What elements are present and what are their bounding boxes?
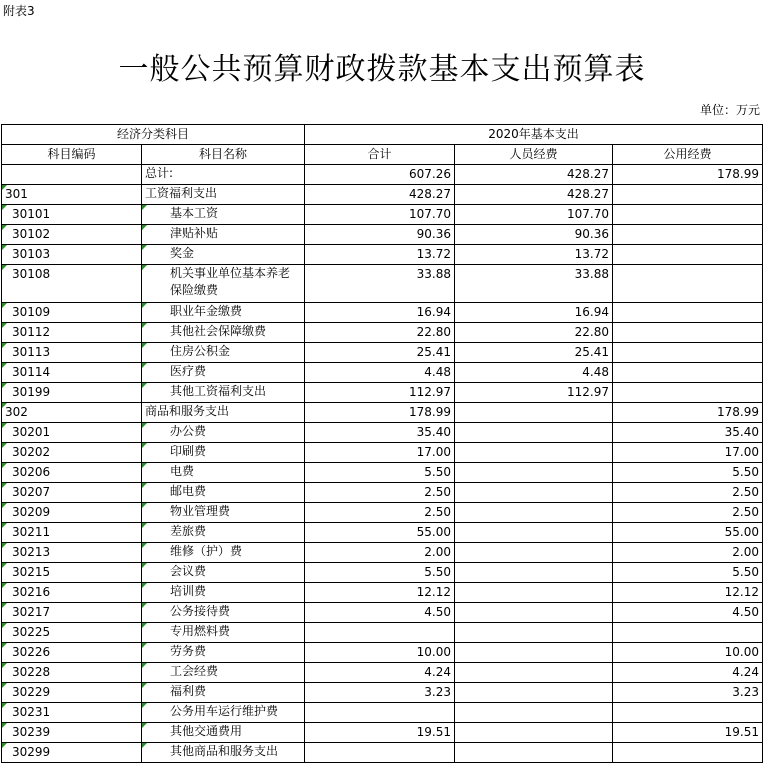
row-name: 办公费 [142,423,305,443]
table-row [2,583,763,603]
row-code: 30229 [2,683,142,703]
header-name: 科目名称 [142,145,305,165]
row-code: 30201 [2,423,142,443]
header-public: 公用经费 [613,145,763,165]
header-economic-category: 经济分类科目 [2,125,305,145]
row-code: 30209 [2,503,142,523]
row-personnel [455,503,613,523]
row-personnel [455,583,613,603]
row-personnel: 428.27 [455,165,613,185]
row-public [613,343,763,363]
table-row [2,363,763,383]
header-column-row [2,145,763,165]
row-total: 10.00 [305,643,455,663]
row-public: 10.00 [613,643,763,663]
row-public: 4.50 [613,603,763,623]
table-row [2,303,763,323]
table-row [2,623,763,643]
table-row [2,543,763,563]
table-row [2,643,763,663]
row-name: 电费 [142,463,305,483]
row-name: 机关事业单位基本养老保险缴费 [142,265,305,303]
row-total: 19.51 [305,723,455,743]
table-body [2,165,763,763]
row-code: 30217 [2,603,142,623]
row-code: 30109 [2,303,142,323]
row-personnel: 90.36 [455,225,613,245]
row-code: 30215 [2,563,142,583]
row-public: 12.12 [613,583,763,603]
table-row [2,423,763,443]
row-total: 90.36 [305,225,455,245]
row-personnel [455,603,613,623]
table-row [2,265,763,303]
row-personnel [455,723,613,743]
row-code: 301 [2,185,142,205]
row-personnel: 107.70 [455,205,613,225]
row-personnel [455,703,613,723]
row-code: 30102 [2,225,142,245]
row-personnel: 22.80 [455,323,613,343]
row-name: 其他工资福利支出 [142,383,305,403]
table-row [2,703,763,723]
row-public: 3.23 [613,683,763,703]
row-code: 30103 [2,245,142,265]
table-row [2,743,763,763]
row-personnel [455,663,613,683]
row-personnel [455,643,613,663]
row-public: 17.00 [613,443,763,463]
row-public [613,245,763,265]
row-name: 劳务费 [142,643,305,663]
row-public: 5.50 [613,463,763,483]
table-row [2,403,763,423]
row-personnel [455,403,613,423]
row-name: 医疗费 [142,363,305,383]
row-total: 4.50 [305,603,455,623]
row-public: 4.24 [613,663,763,683]
row-name: 专用燃料费 [142,623,305,643]
row-public: 2.50 [613,483,763,503]
row-personnel: 112.97 [455,383,613,403]
row-personnel [455,483,613,503]
table-row [2,185,763,205]
row-public [613,225,763,245]
row-name: 福利费 [142,683,305,703]
row-code: 30206 [2,463,142,483]
row-total: 2.50 [305,503,455,523]
row-public [613,703,763,723]
row-code: 30101 [2,205,142,225]
row-name: 工资福利支出 [142,185,305,205]
row-public: 178.99 [613,165,763,185]
row-name: 其他交通费用 [142,723,305,743]
row-total: 55.00 [305,523,455,543]
row-name: 其他商品和服务支出 [142,743,305,763]
row-personnel: 16.94 [455,303,613,323]
table-row [2,483,763,503]
row-total: 4.48 [305,363,455,383]
header-basic-expenditure: 2020年基本支出 [305,125,763,145]
row-code: 30112 [2,323,142,343]
row-name: 其他社会保障缴费 [142,323,305,343]
row-code: 30299 [2,743,142,763]
table-row [2,165,763,185]
budget-table [1,124,763,763]
row-personnel [455,423,613,443]
table-row [2,443,763,463]
table-row [2,343,763,363]
row-total [305,743,455,763]
header-personnel: 人员经费 [455,145,613,165]
row-total: 5.50 [305,463,455,483]
row-name: 住房公积金 [142,343,305,363]
row-public [613,383,763,403]
table-row [2,205,763,225]
row-personnel [455,743,613,763]
row-total [305,623,455,643]
row-public: 55.00 [613,523,763,543]
table-row [2,603,763,623]
row-total: 607.26 [305,165,455,185]
row-public [613,323,763,343]
row-name: 商品和服务支出 [142,403,305,423]
row-total: 22.80 [305,323,455,343]
row-total: 35.40 [305,423,455,443]
header-code: 科目编码 [2,145,142,165]
table-row [2,503,763,523]
table-row [2,463,763,483]
row-name: 奖金 [142,245,305,265]
row-name: 职业年金缴费 [142,303,305,323]
row-code: 30225 [2,623,142,643]
row-public: 35.40 [613,423,763,443]
row-total: 12.12 [305,583,455,603]
row-code: 30207 [2,483,142,503]
row-public: 5.50 [613,563,763,583]
row-code: 30113 [2,343,142,363]
table-row [2,563,763,583]
row-code: 30108 [2,265,142,303]
table-row [2,523,763,543]
row-name: 印刷费 [142,443,305,463]
row-code: 30202 [2,443,142,463]
row-name: 基本工资 [142,205,305,225]
row-public: 2.00 [613,543,763,563]
row-total: 33.88 [305,265,455,303]
page-title: 一般公共预算财政拨款基本支出预算表 [118,52,646,87]
row-total: 13.72 [305,245,455,265]
row-public [613,205,763,225]
row-code: 30228 [2,663,142,683]
row-code: 30231 [2,703,142,723]
table-row [2,225,763,245]
row-public [613,743,763,763]
row-name: 公务接待费 [142,603,305,623]
row-public [613,363,763,383]
row-personnel [455,623,613,643]
row-total: 5.50 [305,563,455,583]
row-public [613,303,763,323]
row-code [2,165,142,185]
row-code: 30213 [2,543,142,563]
row-public [613,185,763,205]
row-personnel [455,523,613,543]
row-name: 总计: [142,165,305,185]
header-group-row [2,125,763,145]
row-total: 17.00 [305,443,455,463]
row-public [613,265,763,303]
row-code: 302 [2,403,142,423]
row-public: 178.99 [613,403,763,423]
row-code: 30114 [2,363,142,383]
header-total: 合计 [305,145,455,165]
row-code: 30199 [2,383,142,403]
row-total: 2.00 [305,543,455,563]
table-row [2,663,763,683]
row-code: 30226 [2,643,142,663]
row-public: 2.50 [613,503,763,523]
row-personnel [455,543,613,563]
row-code: 30239 [2,723,142,743]
row-public: 19.51 [613,723,763,743]
table-row [2,245,763,265]
row-name: 津贴补贴 [142,225,305,245]
row-total: 178.99 [305,403,455,423]
table-row [2,323,763,343]
row-personnel: 25.41 [455,343,613,363]
row-name: 维修（护）费 [142,543,305,563]
row-total: 428.27 [305,185,455,205]
row-name: 差旅费 [142,523,305,543]
row-total: 3.23 [305,683,455,703]
row-name: 工会经费 [142,663,305,683]
row-code: 30211 [2,523,142,543]
row-name: 公务用车运行维护费 [142,703,305,723]
row-total: 112.97 [305,383,455,403]
unit-label: 单位：万元 [699,103,760,117]
row-name: 会议费 [142,563,305,583]
row-personnel [455,443,613,463]
row-personnel: 13.72 [455,245,613,265]
row-total: 4.24 [305,663,455,683]
row-name: 物业管理费 [142,503,305,523]
table-row [2,723,763,743]
row-total: 2.50 [305,483,455,503]
row-code: 30216 [2,583,142,603]
row-personnel [455,563,613,583]
attachment-label: 附表3 [3,4,35,18]
row-personnel: 428.27 [455,185,613,205]
row-total: 16.94 [305,303,455,323]
row-name: 邮电费 [142,483,305,503]
table-row [2,383,763,403]
row-personnel [455,683,613,703]
row-total: 25.41 [305,343,455,363]
row-public [613,623,763,643]
row-personnel: 4.48 [455,363,613,383]
row-name: 培训费 [142,583,305,603]
row-total: 107.70 [305,205,455,225]
row-personnel: 33.88 [455,265,613,303]
row-personnel [455,463,613,483]
row-total [305,703,455,723]
table-row [2,683,763,703]
